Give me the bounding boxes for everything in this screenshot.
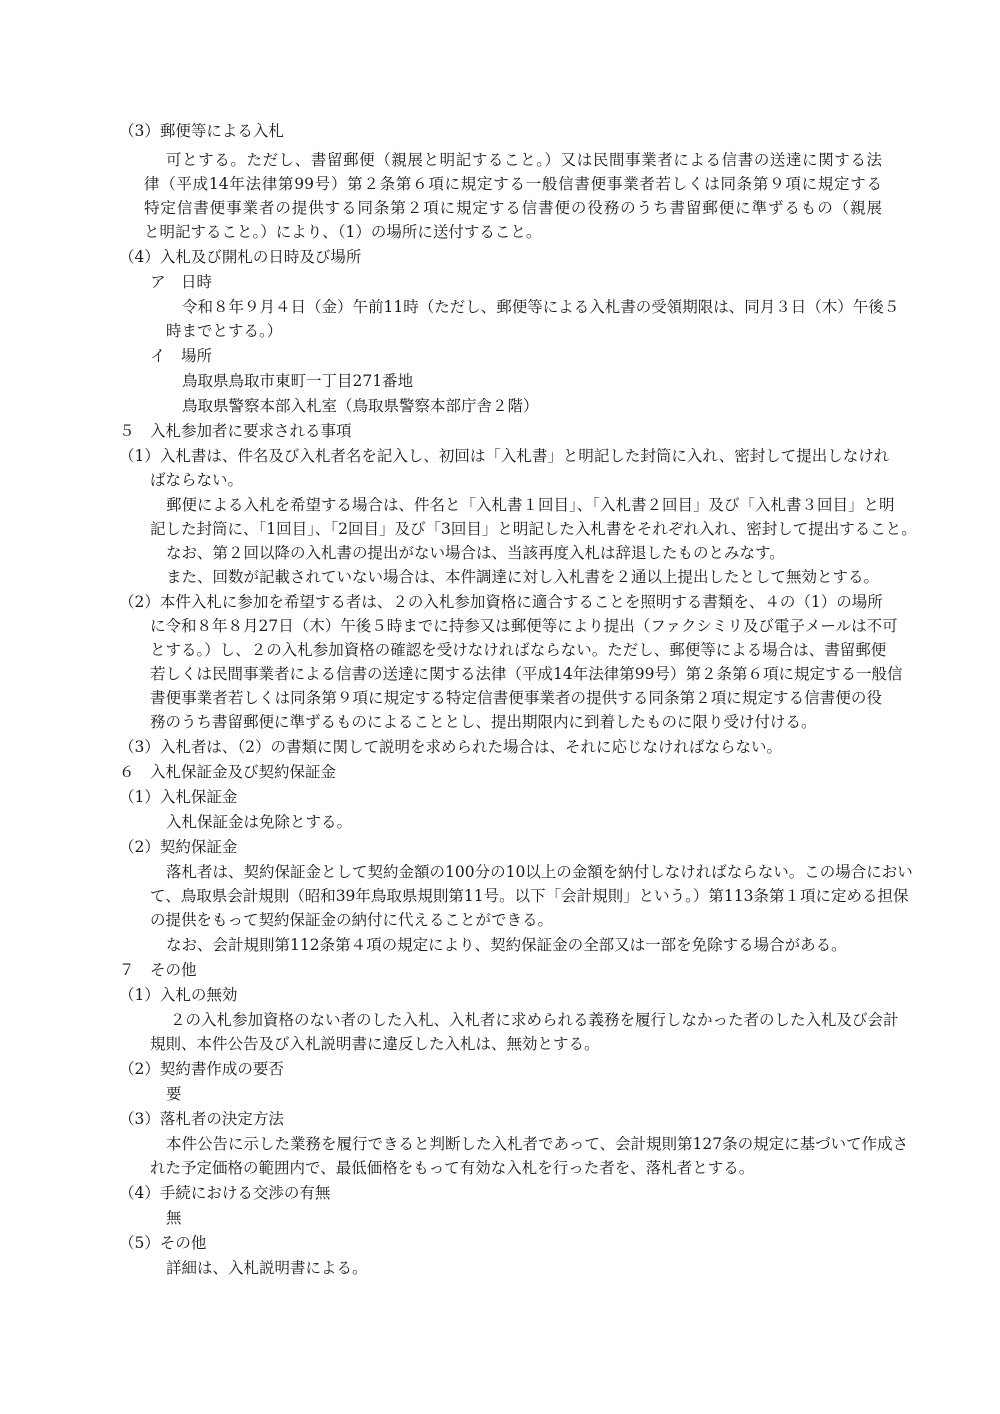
text-line xyxy=(166,1132,909,1156)
text-line xyxy=(119,983,960,1007)
text-line-content: ばならない。 xyxy=(150,471,244,489)
text-line-content: イ 場所 xyxy=(150,347,213,365)
text-line-content: なお、第２回以降の入札書の提出がない場合は、当該再度入札は辞退したものとみなす。 xyxy=(166,544,785,562)
text-line-content: 特定信書便事業者の提供する同条第２項に規定する信書便の役務のうち書留郵便に準ずるもの（親展 xyxy=(144,199,882,217)
text-line-content: 無 xyxy=(166,1209,182,1227)
text-line-content: 書便事業者若しくは同条第９項に規定する特定信書便事業者の提供する同条第２項に規定する信書便の役 xyxy=(150,689,882,707)
text-line-content: 規則、本件公告及び入札説明書に違反した入札は、無効とする。 xyxy=(150,1035,600,1053)
text-line xyxy=(170,1008,899,1032)
text-line-content: （5）その他 xyxy=(119,1234,207,1252)
text-line xyxy=(119,958,960,982)
text-line-content: 記した封筒に、「1回目」、「2回目」及び「3回目」と明記した入札書をそれぞれ入れ、密封して提出すること。 xyxy=(150,520,917,538)
text-line xyxy=(119,419,960,443)
text-line xyxy=(119,444,890,468)
text-line-content: （2）本件入札に参加を希望する者は、２の入札参加資格に適合することを照明する書類を、４の（1）の場所 xyxy=(119,593,883,611)
text-line-content: （2）契約書作成の要否 xyxy=(119,1060,284,1078)
text-line-content: （2）契約保証金 xyxy=(119,838,238,856)
text-line xyxy=(144,172,882,196)
text-line-content: （1）入札書は、件名及び入札者名を記入し、初回は「入札書」と明記した封筒に入れ、密封して提出しなけれ xyxy=(119,447,890,465)
text-line xyxy=(182,369,960,393)
text-line-content: の提供をもって契約保証金の納付に代えることができる。 xyxy=(150,911,554,929)
text-line-content: 若しくは民間事業者による信書の送達に関する法律（平成14年法律第99号）第２条第６項に規定する一般信 xyxy=(150,665,903,683)
text-line xyxy=(119,835,960,859)
text-line-content: ア 日時 xyxy=(150,273,213,291)
text-line-content: 務のうち書留郵便に準ずるものによることとし、提出期限内に到着したものに限り受け付ける。 xyxy=(150,713,817,731)
text-line xyxy=(144,196,882,220)
text-line-content: （3）入札者は、（2）の書類に関して説明を求められた場合は、それに応じなければならない。 xyxy=(119,738,782,756)
text-line-content: 要 xyxy=(166,1085,182,1103)
text-line xyxy=(150,710,960,734)
text-line xyxy=(166,810,960,834)
text-line xyxy=(150,468,960,492)
text-line xyxy=(150,1156,960,1180)
text-line-content: 郵便による入札を希望する場合は、件名と「入札書１回目」、「入札書２回目」及び「入札書３回目」と明 xyxy=(166,496,895,514)
text-line xyxy=(144,220,960,244)
text-line-content: なお、会計規則第112条第４項の規定により、契約保証金の全部又は一部を免除する場合がある。 xyxy=(166,936,847,954)
text-line xyxy=(166,541,960,565)
text-line xyxy=(166,319,960,343)
text-line xyxy=(119,245,960,269)
text-line-content: 落札者は、契約保証金として契約金額の100分の10以上の金額を納付しなければならない。この場合におい xyxy=(166,863,913,881)
text-line xyxy=(166,1256,960,1280)
text-line xyxy=(119,1057,960,1081)
text-line-content: （1）入札の無効 xyxy=(119,986,238,1004)
text-line xyxy=(166,1206,960,1230)
text-line xyxy=(150,908,960,932)
text-line-content: （4）手続における交渉の有無 xyxy=(119,1184,331,1202)
text-line xyxy=(119,785,960,809)
text-line xyxy=(150,884,909,908)
text-line xyxy=(119,735,960,759)
text-line-content: ６ 入札保証金及び契約保証金 xyxy=(119,763,337,781)
text-line-content: 鳥取県鳥取市東町一丁目271番地 xyxy=(182,372,414,390)
text-line-content: ２の入札参加資格のない者のした入札、入札者に求められる義務を履行しなかった者のした入札及び会計 xyxy=(170,1011,899,1029)
text-line xyxy=(119,1107,960,1131)
text-line xyxy=(166,493,895,517)
text-line-content: （3）郵便等による入札 xyxy=(119,122,284,140)
text-line xyxy=(166,565,960,589)
text-line-content: また、回数が記載されていない場合は、本件調達に対し入札書を２通以上提出したとして無効とする。 xyxy=(166,568,880,586)
text-line xyxy=(119,119,960,143)
text-line-content: 可とする。ただし、書留郵便（親展と明記すること。）又は民間事業者による信書の送達に関する法 xyxy=(166,151,882,169)
text-line xyxy=(150,270,960,294)
text-line xyxy=(150,662,903,686)
text-line xyxy=(166,860,913,884)
text-line-content: 詳細は、入札説明書による。 xyxy=(166,1259,368,1277)
text-line-content: とする。）し、２の入札参加資格の確認を受けなければならない。ただし、郵便等による場合は、書留郵便 xyxy=(150,641,887,659)
text-line xyxy=(119,590,882,614)
text-line-content: 律（平成14年法律第99号）第２条第６項に規定する一般信書便事業者若しくは同条第９項に規定する xyxy=(144,175,882,193)
text-line-content: れた予定価格の範囲内で、最低価格をもって有効な入札を行った者を、落札者とする。 xyxy=(150,1159,755,1177)
text-line-content: と明記すること。）により、（1）の場所に送付すること。 xyxy=(144,223,542,241)
text-line xyxy=(150,686,882,710)
text-line-content: に令和８年８月27日（木）午後５時までに持参又は郵便等により提出（ファクシミリ及び電子メールは不可 xyxy=(150,617,898,635)
text-line-content: 時までとする。） xyxy=(166,322,283,340)
text-line-content: て、鳥取県会計規則（昭和39年鳥取県規則第11号。以下「会計規則」という。）第113条第１項に定める担保 xyxy=(150,887,909,905)
text-line xyxy=(166,933,960,957)
text-line xyxy=(166,1082,960,1106)
text-line xyxy=(150,344,960,368)
text-line xyxy=(182,295,900,319)
text-line-content: 令和８年９月４日（金）午前11時（ただし、郵便等による入札書の受領期限は、同月３日（木）午後５ xyxy=(182,298,900,316)
text-line-content: （1）入札保証金 xyxy=(119,788,238,806)
text-line xyxy=(150,517,917,541)
text-line-content: （3）落札者の決定方法 xyxy=(119,1110,284,1128)
text-line-content: （4）入札及び開札の日時及び場所 xyxy=(119,248,362,266)
text-line xyxy=(182,394,960,418)
text-line-content: ７ その他 xyxy=(119,961,197,979)
text-line-content: 鳥取県警察本部入札室（鳥取県警察本部庁舎２階） xyxy=(182,397,539,415)
text-line xyxy=(119,760,960,784)
text-line-content: 本件公告に示した業務を履行できると判断した入札者であって、会計規則第127条の規定に基づいて作成さ xyxy=(166,1135,909,1153)
text-line xyxy=(119,1181,960,1205)
text-line-content: ５ 入札参加者に要求される事項 xyxy=(119,422,352,440)
text-line xyxy=(119,1231,960,1255)
text-line xyxy=(166,148,882,172)
text-line xyxy=(150,1032,960,1056)
text-line xyxy=(150,638,887,662)
text-line-content: 入札保証金は免除とする。 xyxy=(166,813,353,831)
text-line xyxy=(150,614,898,638)
